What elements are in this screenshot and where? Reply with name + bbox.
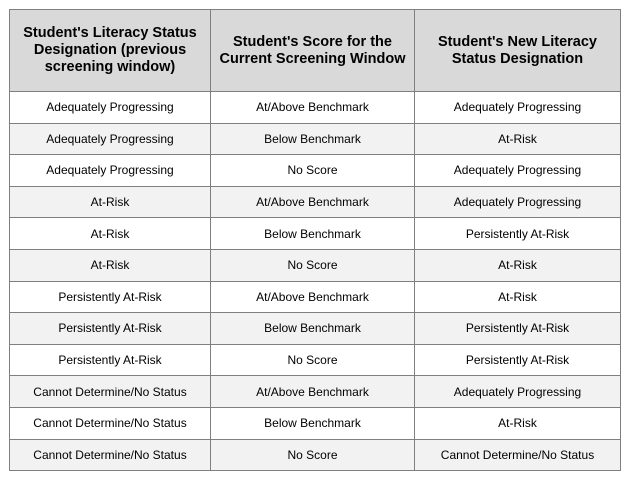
new-status-cell: At-Risk [415,249,621,281]
new-status-cell: At-Risk [415,407,621,439]
new-status-cell: At-Risk [415,123,621,155]
current-score-cell: Below Benchmark [211,123,415,155]
table-row [10,344,621,376]
new-status-cell: Adequately Progressing [415,376,621,408]
table-header-row [10,10,621,92]
table-row [10,249,621,281]
table-row [10,439,621,471]
header-current-score: Student's Score for the Current Screening Window [211,10,415,92]
previous-status-cell: Adequately Progressing [10,92,211,124]
previous-status-cell: Adequately Progressing [10,155,211,187]
table-row [10,186,621,218]
table-row [10,281,621,313]
new-status-cell: Persistently At-Risk [415,344,621,376]
previous-status-cell: Cannot Determine/No Status [10,439,211,471]
table-row [10,218,621,250]
table-row [10,155,621,187]
current-score-cell: At/Above Benchmark [211,92,415,124]
current-score-cell: Below Benchmark [211,313,415,345]
current-score-cell: At/Above Benchmark [211,376,415,408]
current-score-cell: No Score [211,155,415,187]
current-score-cell: At/Above Benchmark [211,281,415,313]
previous-status-cell: At-Risk [10,186,211,218]
new-status-cell: At-Risk [415,281,621,313]
previous-status-cell: At-Risk [10,218,211,250]
table-row [10,376,621,408]
previous-status-cell: Persistently At-Risk [10,313,211,345]
current-score-cell: No Score [211,344,415,376]
previous-status-cell: Cannot Determine/No Status [10,407,211,439]
previous-status-cell: At-Risk [10,249,211,281]
new-status-cell: Adequately Progressing [415,92,621,124]
current-score-cell: Below Benchmark [211,218,415,250]
previous-status-cell: Persistently At-Risk [10,281,211,313]
literacy-status-table [9,9,621,471]
new-status-cell: Persistently At-Risk [415,313,621,345]
header-new-status: Student's New Literacy Status Designation [415,10,621,92]
table-row [10,92,621,124]
new-status-cell: Adequately Progressing [415,186,621,218]
previous-status-cell: Persistently At-Risk [10,344,211,376]
literacy-status-table-container [9,9,620,471]
new-status-cell: Cannot Determine/No Status [415,439,621,471]
header-previous-status: Student's Literacy Status Designation (previous screening window) [10,10,211,92]
current-score-cell: No Score [211,439,415,471]
current-score-cell: Below Benchmark [211,407,415,439]
table-row [10,313,621,345]
new-status-cell: Adequately Progressing [415,155,621,187]
table-row [10,407,621,439]
previous-status-cell: Cannot Determine/No Status [10,376,211,408]
current-score-cell: At/Above Benchmark [211,186,415,218]
new-status-cell: Persistently At-Risk [415,218,621,250]
previous-status-cell: Adequately Progressing [10,123,211,155]
current-score-cell: No Score [211,249,415,281]
table-row [10,123,621,155]
